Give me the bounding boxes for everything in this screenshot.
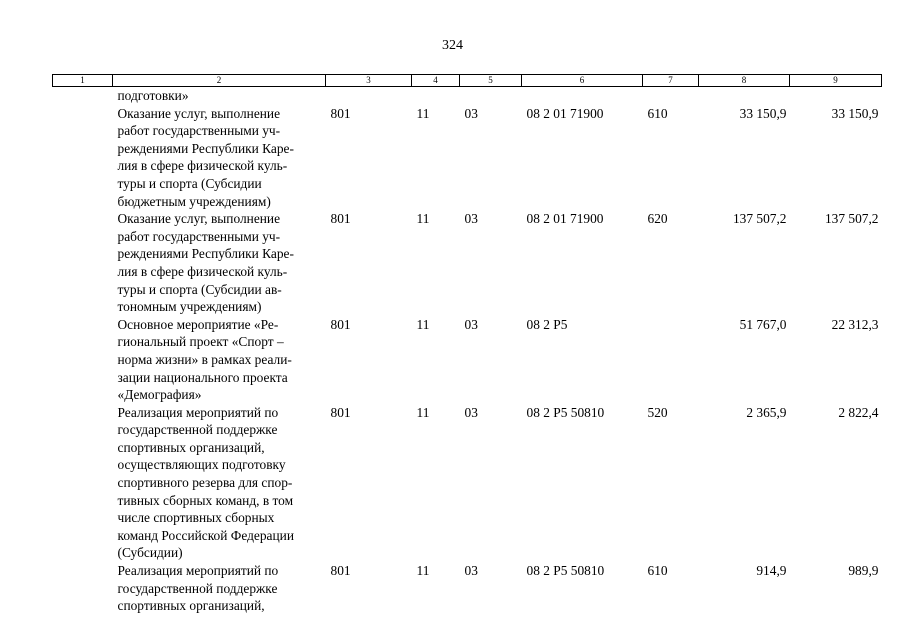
expense-name-line: «Демография»: [117, 387, 202, 403]
expense-name-line: государственной поддержке: [117, 422, 278, 438]
sum-year2-cell: 33 150,9: [831, 105, 879, 121]
subsection-cell: 03: [464, 316, 478, 332]
column-header-5: 5: [460, 75, 522, 87]
expense-name-line: Реализация мероприятий по: [117, 404, 279, 420]
sum-year1-cell: 33 150,9: [739, 105, 787, 121]
row-number-cell: [53, 562, 113, 615]
subsection-cell: 03: [464, 404, 478, 420]
sum-year1-cell: 137 507,2: [732, 211, 787, 227]
section-cell: 11: [416, 105, 430, 121]
target-article-cell: 08 2 P5: [526, 316, 568, 332]
expense-name-line: туры и спорта (Субсидии ав-: [117, 281, 282, 297]
row-number-cell: [53, 210, 113, 316]
row-number-cell: [53, 316, 113, 404]
expense-name-line: реждениями Республики Каре-: [117, 140, 294, 156]
target-article-cell: 08 2 P5 50810: [526, 404, 605, 420]
expense-name-line: работ государственными уч-: [117, 123, 281, 139]
column-header-2: 2: [113, 75, 326, 87]
expense-name-line: бюджетным учреждениям): [117, 193, 271, 209]
expense-name-cell: [113, 105, 326, 211]
table-row: [53, 404, 882, 562]
continuation-text: подготовки»: [117, 88, 189, 103]
column-header-7: 7: [643, 75, 699, 87]
expense-name-line: тономным учреждениям): [117, 299, 262, 315]
expense-name-line: Оказание услуг, выполнение: [117, 105, 281, 121]
admin-code-cell: 801: [330, 404, 351, 420]
section-cell: 11: [416, 316, 430, 332]
expense-name-line: спортивного резерва для спор-: [117, 475, 293, 491]
expense-name-line: туры и спорта (Субсидии: [117, 175, 262, 191]
column-header-1: 1: [53, 75, 113, 87]
sum-year1-cell: 2 365,9: [746, 404, 787, 420]
sum-year1-cell: 914,9: [756, 563, 787, 579]
budget-table: [52, 74, 882, 615]
expense-name-line: лия в сфере физической куль-: [117, 158, 288, 174]
expense-name-line: работ государственными уч-: [117, 228, 281, 244]
expense-name-line: реждениями Республики Каре-: [117, 246, 294, 262]
expense-name-cell: [113, 562, 326, 615]
expense-type-cell: 610: [647, 105, 668, 121]
expense-name-line: лия в сфере физической куль-: [117, 263, 288, 279]
column-number-header-row: [53, 75, 882, 87]
subsection-cell: 03: [464, 563, 478, 579]
expense-name-cell: [113, 404, 326, 562]
expense-name-line: (Субсидии): [117, 545, 183, 561]
expense-type-cell: 610: [647, 563, 668, 579]
section-cell: 11: [416, 211, 430, 227]
column-header-9: 9: [790, 75, 882, 87]
table-row: [53, 316, 882, 404]
table-row: [53, 210, 882, 316]
expense-name-line: тивных сборных команд, в том: [117, 492, 294, 508]
expense-type-cell: 620: [647, 211, 668, 227]
sum-year2-cell: 2 822,4: [838, 404, 879, 420]
row-number-cell: [53, 404, 113, 562]
target-article-cell: 08 2 01 71900: [526, 211, 604, 227]
expense-name-cell: [113, 316, 326, 404]
row-number-cell: [53, 105, 113, 211]
page-number: 324: [442, 38, 463, 53]
sum-year1-cell: 51 767,0: [739, 316, 787, 332]
column-header-4: 4: [412, 75, 460, 87]
expense-name-line: зации национального проекта: [117, 369, 288, 385]
target-article-cell: 08 2 01 71900: [526, 105, 604, 121]
expense-name-line: числе спортивных сборных: [117, 510, 275, 526]
table-row: [53, 562, 882, 615]
expense-name-line: норма жизни» в рамках реали-: [117, 351, 292, 367]
continuation-row: [53, 87, 882, 105]
column-header-6: 6: [522, 75, 643, 87]
table-row: [53, 105, 882, 211]
expense-name-line: команд Российской Федерации: [117, 527, 294, 543]
subsection-cell: 03: [464, 105, 478, 121]
subsection-cell: 03: [464, 211, 478, 227]
expense-name-line: спортивных организаций,: [117, 439, 265, 455]
expense-name-line: Оказание услуг, выполнение: [117, 211, 281, 227]
admin-code-cell: 801: [330, 211, 351, 227]
column-header-3: 3: [326, 75, 412, 87]
admin-code-cell: 801: [330, 105, 351, 121]
expense-name-line: гиональный проект «Спорт –: [117, 334, 284, 350]
admin-code-cell: 801: [330, 563, 351, 579]
target-article-cell: 08 2 P5 50810: [526, 563, 605, 579]
admin-code-cell: 801: [330, 316, 351, 332]
expense-name-line: Основное мероприятие «Ре-: [117, 316, 279, 332]
expense-name-line: спортивных организаций,: [117, 598, 265, 614]
column-header-8: 8: [699, 75, 790, 87]
expense-name-cell: [113, 210, 326, 316]
expense-name-line: Реализация мероприятий по: [117, 563, 279, 579]
expense-name-line: государственной поддержке: [117, 580, 278, 596]
sum-year2-cell: 989,9: [848, 563, 879, 579]
expense-name-line: осуществляющих подготовку: [117, 457, 286, 473]
section-cell: 11: [416, 563, 430, 579]
expense-type-cell: [643, 316, 699, 404]
expense-type-cell: 520: [647, 404, 668, 420]
section-cell: 11: [416, 404, 430, 420]
sum-year2-cell: 22 312,3: [831, 316, 879, 332]
sum-year2-cell: 137 507,2: [824, 211, 879, 227]
